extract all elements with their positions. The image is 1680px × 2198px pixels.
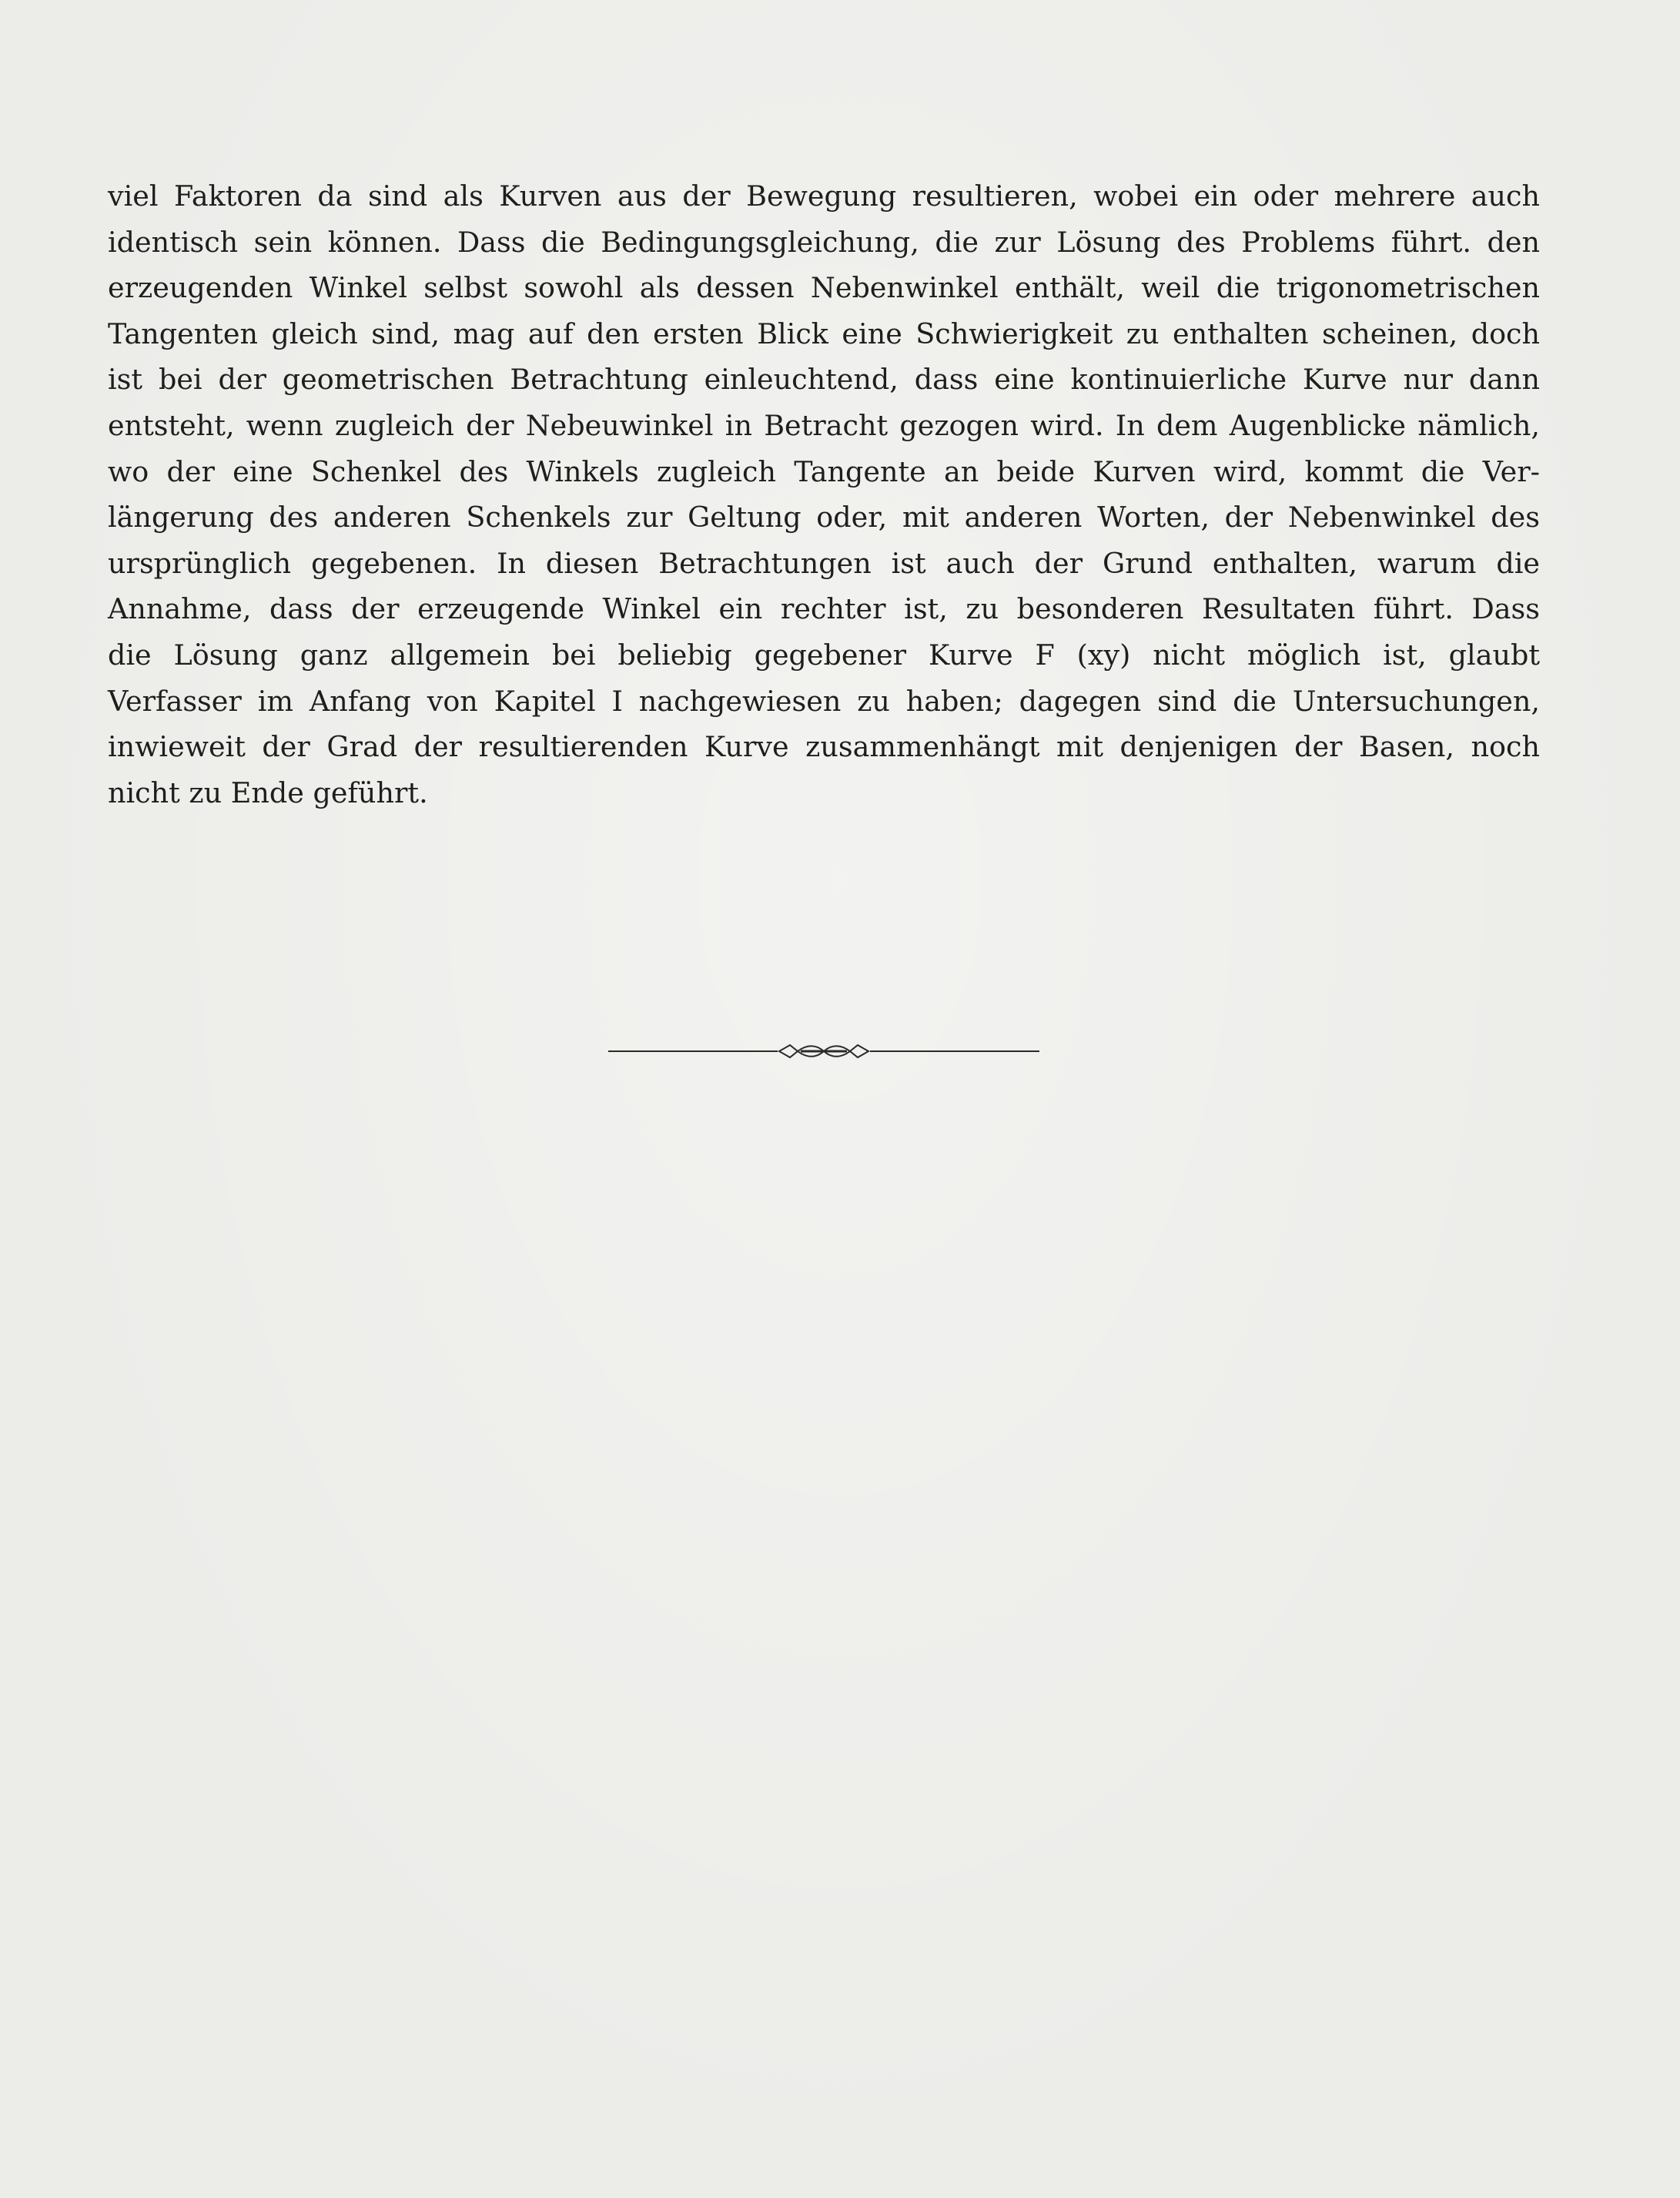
paragraph-line-8: längerung des anderen Schenkels zur Geltung oder, mit anderen Worten, der Nebenwinkel des	[108, 501, 1540, 534]
paragraph	[108, 173, 1540, 816]
decorative-rule-ornament-icon	[608, 1041, 1039, 1061]
paragraph-line-2: identisch sein können. Dass die Bedingungsgleichung, die zur Lösung des Problems führt. den	[108, 225, 1540, 259]
paragraph-line-12: Verfasser im Anfang von Kapitel I nachgewiesen zu haben; dagegen sind die Untersuchungen,	[108, 684, 1540, 718]
paragraph-line-11: die Lösung ganz allgemein bei beliebig gegebener Kurve F (xy) nicht möglich ist, glaubt	[108, 638, 1540, 672]
paragraph-line-9: ursprünglich gegebenen. In diesen Betrachtungen ist auch der Grund enthalten, warum die	[108, 546, 1540, 580]
paragraph-line-10: Annahme, dass der erzeugende Winkel ein rechter ist, zu besonderen Resultaten führt. Dass	[108, 592, 1540, 626]
paragraph-line-14: nicht zu Ende geführt.	[108, 776, 428, 809]
paragraph-line-5: ist bei der geometrischen Betrachtung einleuchtend, dass eine kontinuierliche Kurve nur dann	[108, 363, 1540, 397]
paragraph-line-4: Tangenten gleich sind, mag auf den ersten Blick eine Schwierigkeit zu enthalten scheinen, doch	[108, 317, 1540, 350]
paragraph-line-6: entsteht, wenn zugleich der Nebeuwinkel in Betracht gezogen wird. In dem Augenblicke nämlich,	[108, 408, 1540, 442]
paragraph-line-1: viel Faktoren da sind als Kurven aus der Bewegung resultieren, wobei ein oder mehrere auch	[108, 179, 1540, 213]
paragraph-line-13: inwieweit der Grad der resultierenden Kurve zusammenhängt mit denjenigen der Basen, noch	[108, 730, 1540, 764]
paragraph-line-3: erzeugenden Winkel selbst sowohl als dessen Nebenwinkel enthält, weil die trigonometrischen	[108, 271, 1540, 305]
paragraph-line-7: wo der eine Schenkel des Winkels zugleich Tangente an beide Kurven wird, kommt die Ver-	[108, 454, 1540, 488]
